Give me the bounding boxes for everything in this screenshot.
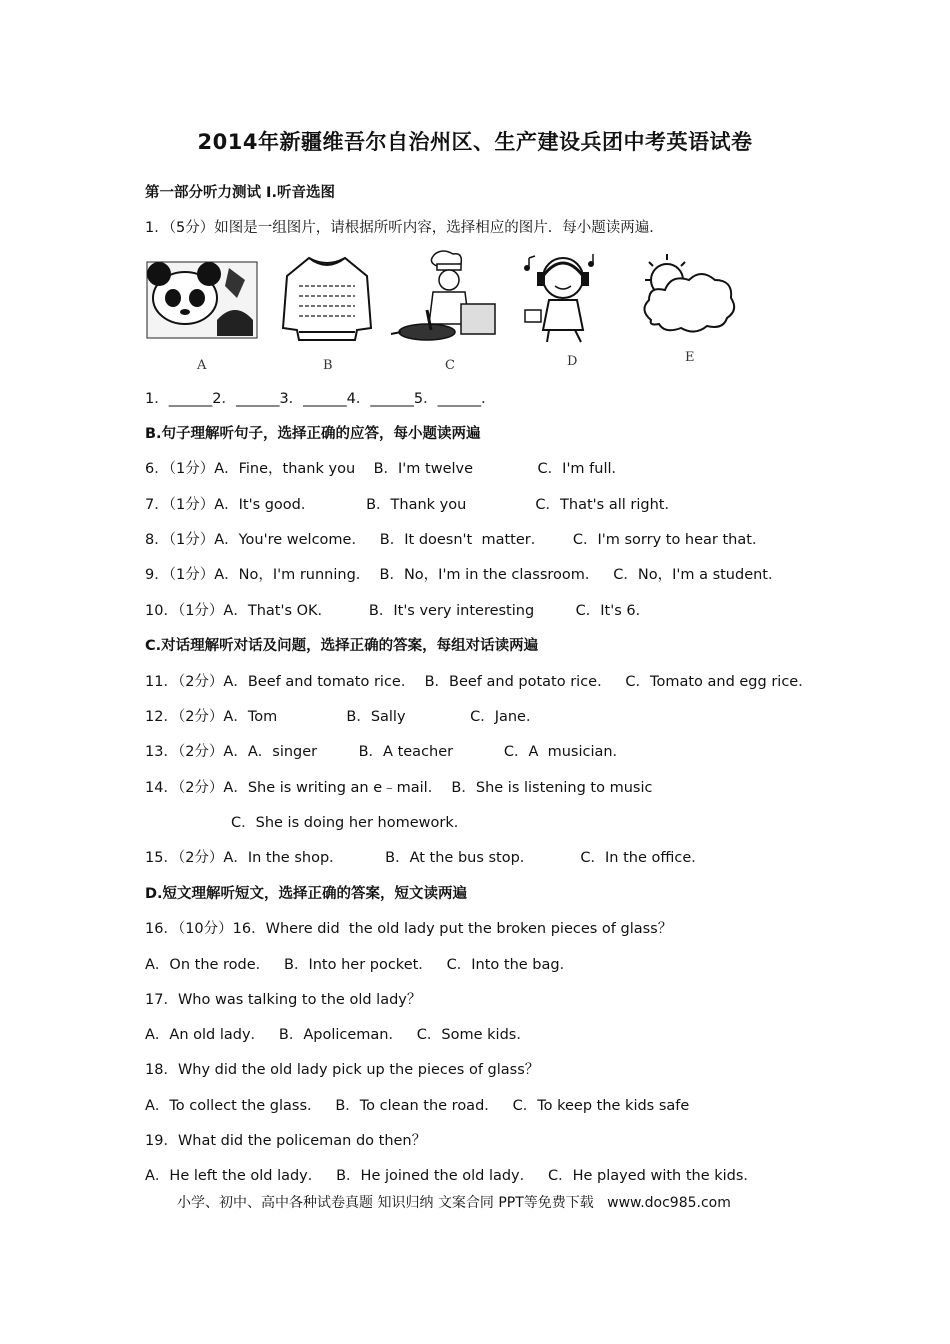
question-12: 12．（2分）A．Tom B．Sally C．Jane． <box>145 709 541 725</box>
page-title: 2014年新疆维吾尔自治州区、生产建设兵团中考英语试卷 <box>197 130 753 154</box>
question-16: 16．（10分）16．Where did the old lady put the broken pieces of glass？ <box>145 921 673 937</box>
question-19-options: A．He left the old lady． B．He joined the old lady． C．He played with the kids． <box>145 1168 758 1184</box>
question-13: 13．（2分）A．A．singer B．A teacher C．A musician． <box>145 744 628 760</box>
question-1-instruction: 1．（5分）如图是一组图片，请根据所听内容，选择相应的图片．每小题读两遍． <box>145 220 664 236</box>
question-17-options: A．An old lady． B．Apoliceman． C．Some kids． <box>145 1027 531 1043</box>
picture-row <box>145 250 745 375</box>
listening-music-icon <box>519 250 605 369</box>
question-14: 14．（2分）A．She is writing an e﹣mail． B．She is listening to music <box>145 780 653 796</box>
section-a-heading: 第一部分听力测试 I.听音选图 <box>145 185 335 201</box>
question-18: 18．Why did the old lady pick up the pieces of glass？ <box>145 1062 540 1078</box>
question-6: 6．（1分）A．Fine，thank you B．I'm twelve C．I'm full． <box>145 461 627 477</box>
section-b-heading: B.句子理解听句子，选择正确的应答，每小题读两遍 <box>145 426 481 442</box>
question-8: 8．（1分）A．You're welcome． B．It doesn't matter． C．I'm sorry to hear that． <box>145 532 767 548</box>
question-16-options: A．On the rode． B．Into her pocket． C．Into the bag． <box>145 957 575 973</box>
panda-icon <box>145 250 259 373</box>
question-7: 7．（1分）A．It's good． B．Thank you C．That's all right． <box>145 497 679 513</box>
figure-label-c: C <box>445 358 455 373</box>
figure-label-a: A <box>197 358 207 373</box>
figure-label-d: D <box>567 354 578 369</box>
question-18-options: A．To collect the glass． B．To clean the road． C．To keep the kids safe <box>145 1098 690 1114</box>
question-15: 15．（2分）A．In the shop． B．At the bus stop． C．In the office． <box>145 850 706 866</box>
question-17: 17．Who was talking to the old lady？ <box>145 992 422 1008</box>
section-c-heading: C.对话理解听对话及问题，选择正确的答案，每组对话读两遍 <box>145 638 539 654</box>
section-d-heading: D.短文理解听短文，选择正确的答案，短文读两遍 <box>145 886 468 902</box>
page-footer: 小学、初中、高中各种试卷真题 知识归纳 文案合同 PPT等免费下载 www.doc985.com <box>177 1195 731 1211</box>
answer-blanks: 1．______2．______3．______4．______5．______． <box>145 391 496 407</box>
question-11: 11．（2分）A．Beef and tomato rice． B．Beef and potato rice． C．Tomato and egg rice． <box>145 674 813 690</box>
sweater-icon <box>279 250 375 373</box>
question-19: 19．What did the policeman do then？ <box>145 1133 427 1149</box>
question-9: 9．（1分）A．No，I'm running． B．No，I'm in the classroom． C．No，I'm a student． <box>145 567 783 583</box>
chef-cooking-icon <box>387 250 499 373</box>
figure-label-b: B <box>323 358 333 373</box>
sun-cloud-icon <box>635 250 739 365</box>
figure-label-e: E <box>685 350 695 365</box>
question-10: 10．（1分）A．That's OK． B．It's very interesting C．It's 6． <box>145 603 651 619</box>
question-14-option-c: C．She is doing her homework． <box>231 815 469 831</box>
